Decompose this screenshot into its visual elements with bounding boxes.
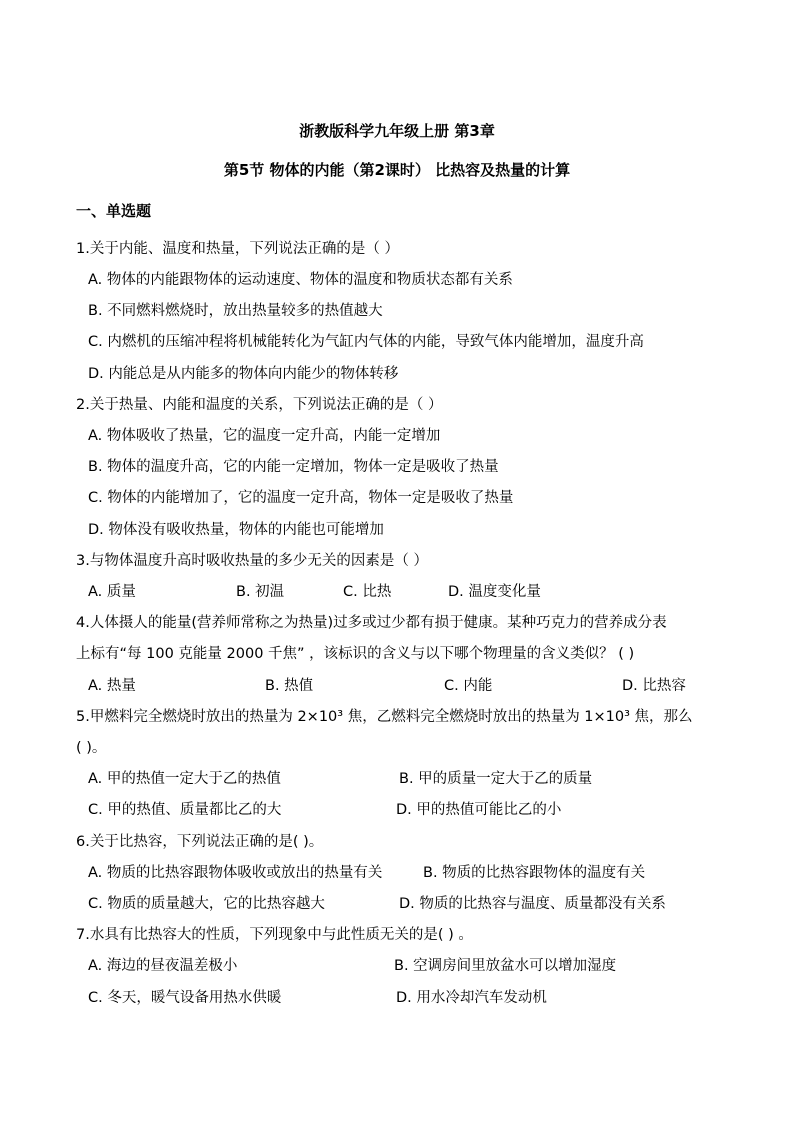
question-4-option-c: C. 内能 [444, 678, 493, 694]
question-5-option-b: B. 甲的质量一定大于乙的质量 [399, 771, 593, 787]
question-2-option-d: D. 物体没有吸收热量，物体的内能也可能增加 [88, 522, 384, 538]
question-2-stem: 2.关于热量、内能和温度的关系，下列说法正确的是（ ） [76, 397, 443, 413]
question-3-option-b: B. 初温 [236, 584, 285, 600]
question-4-option-b: B. 热值 [265, 678, 314, 694]
question-2-option-a: A. 物体吸收了热量，它的温度一定升高，内能一定增加 [88, 428, 441, 444]
question-1-option-c: C. 内燃机的压缩冲程将机械能转化为气缸内气体的内能，导致气体内能增加，温度升高 [88, 334, 644, 350]
question-1-option-a: A. 物体的内能跟物体的运动速度、物体的温度和物质状态都有关系 [88, 272, 513, 288]
question-3-stem: 3.与物体温度升高时吸收热量的多少无关的因素是（ ） [76, 553, 428, 569]
question-6-option-a: A. 物质的比热容跟物体吸收或放出的热量有关 [88, 865, 383, 881]
question-6-option-d: D. 物质的比热容与温度、质量都没有关系 [399, 896, 666, 912]
question-6-option-c: C. 物质的质量越大，它的比热容越大 [88, 896, 325, 912]
question-6-stem: 6.关于比热容，下列说法正确的是( )。 [76, 834, 324, 850]
question-4-option-d: D. 比热容 [622, 678, 686, 694]
question-7-option-c: C. 冬天，暖气设备用热水供暖 [88, 990, 282, 1006]
question-7-option-a: A. 海边的昼夜温差极小 [88, 958, 238, 974]
question-1-stem: 1.关于内能、温度和热量，下列说法正确的是（ ） [76, 241, 399, 257]
question-5-option-c: C. 甲的热值、质量都比乙的大 [88, 802, 282, 818]
question-1-option-b: B. 不同燃料燃烧时，放出热量较多的热值越大 [88, 303, 383, 319]
question-5-stem-line-1: 5.甲燃料完全燃烧时放出的热量为 2×10³ 焦，乙燃料完全燃烧时放出的热量为 1×10³ 焦，那么 [76, 709, 693, 725]
question-7-option-d: D. 用水冷却汽车发动机 [396, 990, 547, 1006]
question-2-option-c: C. 物体的内能增加了，它的温度一定升高，物体一定是吸收了热量 [88, 490, 514, 506]
question-5-option-a: A. 甲的热值一定大于乙的热值 [88, 771, 281, 787]
question-2-option-b: B. 物体的温度升高，它的内能一定增加，物体一定是吸收了热量 [88, 459, 499, 475]
document-subtitle: 第5节 物体的内能（第2课时） 比热容及热量的计算 [223, 161, 571, 179]
question-4-option-a: A. 热量 [88, 678, 136, 694]
question-4-stem-line-2: 上标有“每 100 克能量 2000 千焦” ，该标识的含义与以下哪个物理量的含义类似？ ( ) [76, 646, 635, 662]
question-6-option-b: B. 物质的比热容跟物体的温度有关 [423, 865, 646, 881]
question-3-option-a: A. 质量 [88, 584, 136, 600]
question-3-option-d: D. 温度变化量 [448, 584, 541, 600]
question-5-option-d: D. 甲的热值可能比乙的小 [396, 802, 562, 818]
question-3-option-c: C. 比热 [343, 584, 392, 600]
section-heading: 一、单选题 [76, 202, 152, 220]
question-7-stem: 7.水具有比热容大的性质，下列现象中与此性质无关的是( ) 。 [76, 927, 473, 943]
question-4-stem-line-1: 4.人体摄人的能量(营养师常称之为热量)过多或过少都有损于健康。某种巧克力的营养成分表 [76, 615, 667, 631]
question-1-option-d: D. 内能总是从内能多的物体向内能少的物体转移 [88, 366, 399, 382]
question-5-stem-line-2: ( )。 [76, 740, 107, 756]
question-7-option-b: B. 空调房间里放盆水可以增加湿度 [394, 958, 617, 974]
document-title: 浙教版科学九年级上册 第3章 [299, 122, 495, 140]
